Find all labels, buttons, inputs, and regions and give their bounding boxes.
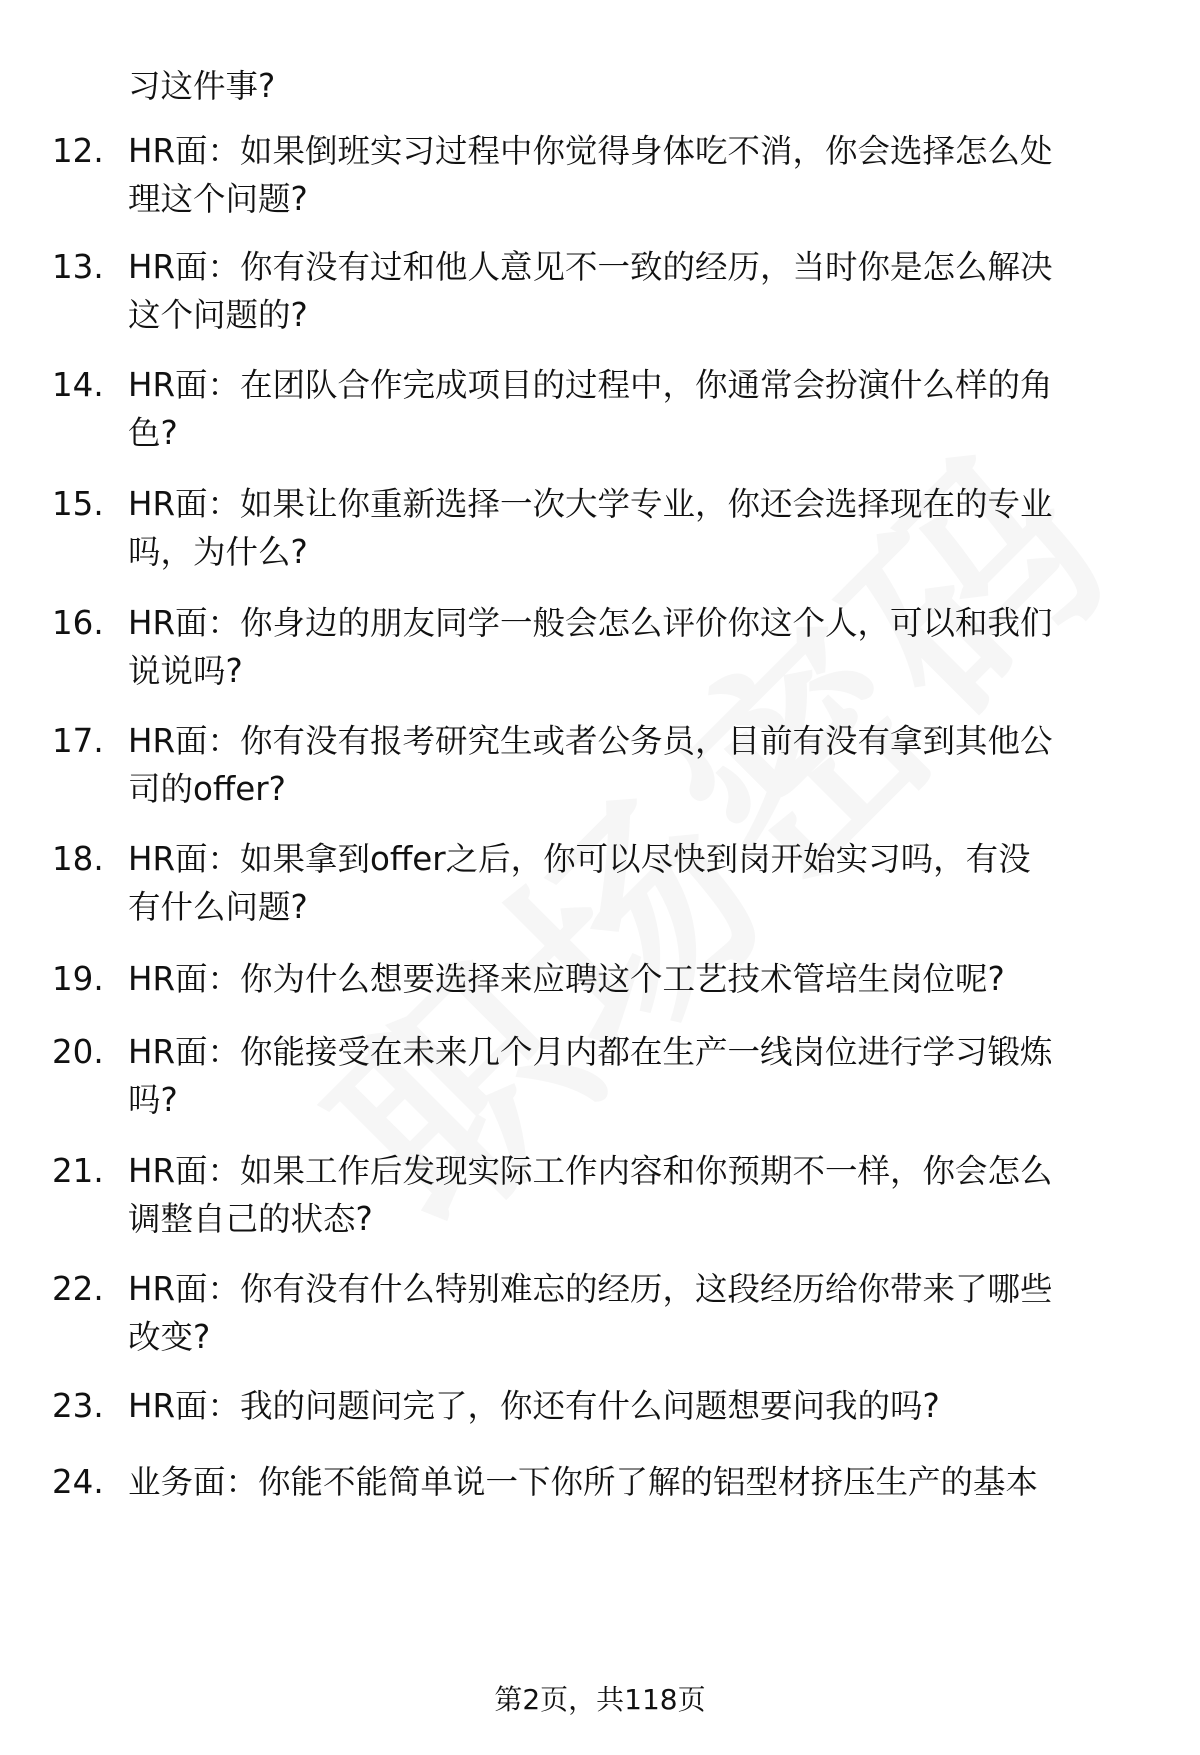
question-line: 这个问题的? bbox=[128, 296, 308, 334]
question-line: HR面：你有没有过和他人意见不一致的经历，当时你是怎么解决 bbox=[128, 248, 1053, 286]
question-text bbox=[128, 835, 1158, 931]
question-line: HR面：我的问题问完了，你还有什么问题想要问我的吗? bbox=[128, 1387, 940, 1425]
question-line: HR面：如果拿到offer之后，你可以尽快到岗开始实习吗，有没 bbox=[128, 840, 1031, 878]
page-footer: 第2页，共118页 bbox=[494, 1683, 706, 1716]
question-text bbox=[128, 955, 1158, 1003]
question-line: 吗? bbox=[128, 1081, 178, 1119]
question-number: 22. bbox=[52, 1270, 104, 1308]
question-number: 17. bbox=[52, 722, 104, 760]
question-text bbox=[128, 1382, 1158, 1430]
question-number: 20. bbox=[52, 1033, 104, 1071]
question-number: 15. bbox=[52, 485, 104, 523]
question-text bbox=[128, 1265, 1158, 1361]
question-text bbox=[128, 127, 1158, 223]
question-number: 21. bbox=[52, 1152, 104, 1190]
question-line: 说说吗? bbox=[128, 652, 243, 690]
question-text bbox=[128, 243, 1158, 339]
question-number: 16. bbox=[52, 604, 104, 642]
question-line: HR面：你能接受在未来几个月内都在生产一线岗位进行学习锻炼 bbox=[128, 1033, 1053, 1071]
question-text bbox=[128, 599, 1158, 695]
question-line: 业务面：你能不能简单说一下你所了解的铝型材挤压生产的基本 bbox=[128, 1463, 1039, 1501]
question-line: HR面：你为什么想要选择来应聘这个工艺技术管培生岗位呢? bbox=[128, 960, 1005, 998]
question-line: 调整自己的状态? bbox=[128, 1200, 373, 1238]
question-text bbox=[128, 1147, 1158, 1243]
question-number: 12. bbox=[52, 132, 104, 170]
question-number: 18. bbox=[52, 840, 104, 878]
question-line: HR面：如果让你重新选择一次大学专业，你还会选择现在的专业 bbox=[128, 485, 1053, 523]
question-line: HR面：你有没有什么特别难忘的经历，这段经历给你带来了哪些 bbox=[128, 1270, 1053, 1308]
question-line: HR面：如果工作后发现实际工作内容和你预期不一样，你会怎么 bbox=[128, 1152, 1053, 1190]
question-number: 14. bbox=[52, 366, 104, 404]
question-line: 有什么问题? bbox=[128, 888, 308, 926]
question-number: 24. bbox=[52, 1463, 104, 1501]
question-text bbox=[128, 1458, 1158, 1506]
question-text bbox=[128, 480, 1158, 576]
continued-text: 习这件事? bbox=[128, 67, 276, 105]
question-line: HR面：你身边的朋友同学一般会怎么评价你这个人，可以和我们 bbox=[128, 604, 1053, 642]
question-line: 改变? bbox=[128, 1318, 211, 1356]
question-number: 19. bbox=[52, 960, 104, 998]
question-text bbox=[128, 717, 1158, 813]
question-line: HR面：你有没有报考研究生或者公务员，目前有没有拿到其他公 bbox=[128, 722, 1053, 760]
question-line: HR面：如果倒班实习过程中你觉得身体吃不消，你会选择怎么处 bbox=[128, 132, 1053, 170]
question-line: HR面：在团队合作完成项目的过程中，你通常会扮演什么样的角 bbox=[128, 366, 1053, 404]
question-number: 23. bbox=[52, 1387, 104, 1425]
question-line: 吗，为什么? bbox=[128, 533, 308, 571]
question-line: 色? bbox=[128, 414, 178, 452]
question-line: 司的offer? bbox=[128, 770, 286, 808]
question-text bbox=[128, 361, 1158, 457]
question-text bbox=[128, 1028, 1158, 1124]
question-number: 13. bbox=[52, 248, 104, 286]
question-line: 理这个问题? bbox=[128, 180, 308, 218]
